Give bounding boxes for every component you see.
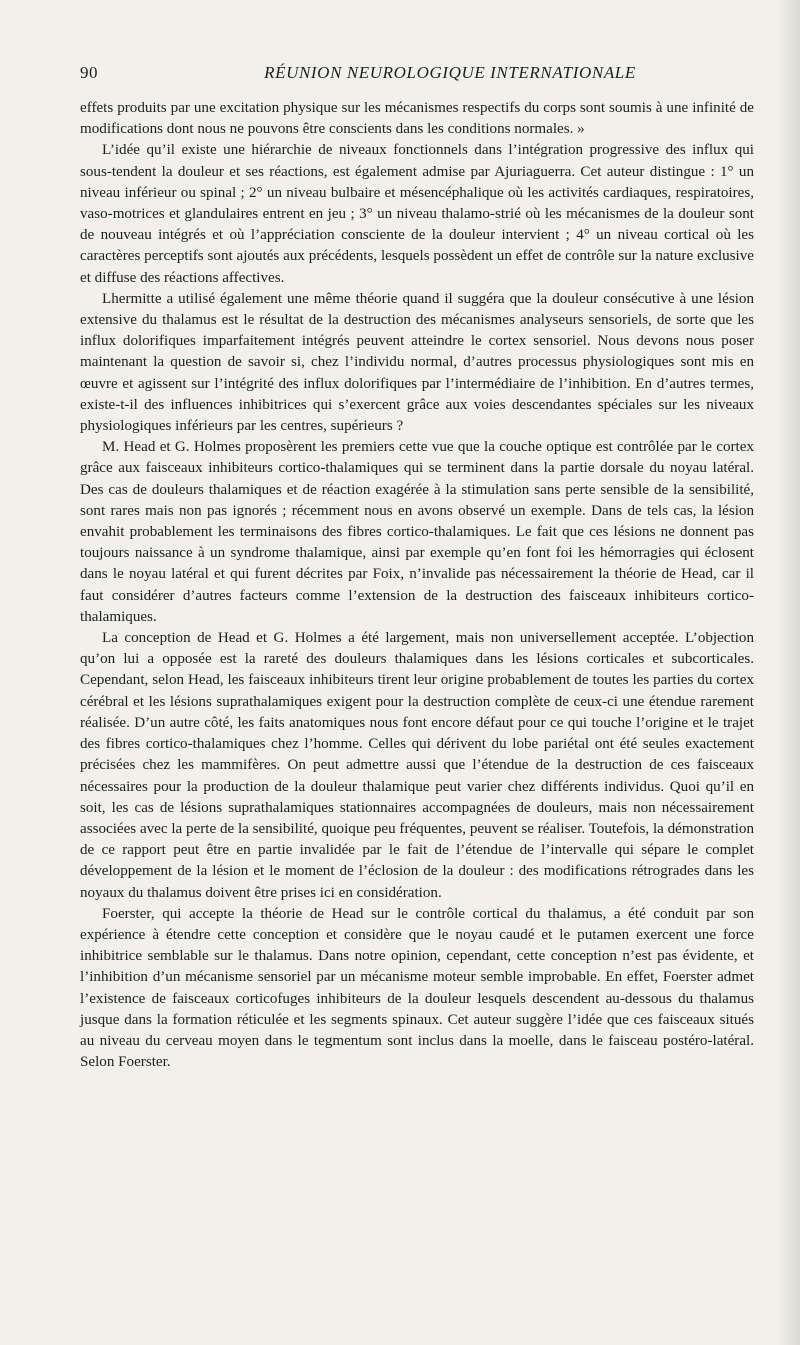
- page-edge-shadow: [778, 0, 800, 1345]
- running-title: RÉUNION NEUROLOGIQUE INTERNATIONALE: [264, 63, 636, 82]
- paragraph-head-holmes: M. Head et G. Holmes proposèrent les premiers cette vue que la couche optique est contrôlée par le cortex grâce aux faisceaux inhibiteurs cortico-thalamiques qui se terminent dans la partie dorsale du noyau latéral. Des cas de douleurs thalamiques et de réaction exagérée à la stimulation sans perte sensible de la sensibilité, sont rares mais non pas ignorés ; récemment nous en avons observé un exemple. Dans de tels cas, la lésion envahit probablement les terminaisons des fibres cortico-thalamiques. Le fait que ces lésions ne donnent pas toujours naissance à un syndrome thalamique, ainsi par exemple qu’en font foi les hémorragies qui éclosent dans le noyau latéral et qui furent décrites par Foix, n’invalide pas nécessairement la théorie de Head, car il faut considérer d’autres facteurs comme l’extension de la destruction des faisceaux inhibiteurs cortico-thalamiques.: [80, 439, 754, 625]
- page-number: 90: [80, 63, 98, 82]
- paragraph-conception: La conception de Head et G. Holmes a été largement, mais non universellement acceptée. L’objection qu’on lui a opposée est la rareté des douleurs thalamiques dans les lésions corticales et subcorticales. Cependant, selon Head, les faisceaux inhibiteurs tirent leur origine probablement de toutes les parties du cortex cérébral et les lésions suprathalamiques exigent pour la destruction complète de ceux-ci une étendue rarement réalisée. D’un autre côté, les faits anatomiques nous font encore défaut pour ce qui touche l’origine et le trajet des fibres cortico-thalamiques chez l’homme. Celles qui dérivent du lobe pariétal ont été seules exactement précisées chez les mammifères. On peut admettre aussi que l’étendue de la destruction de ces faisceaux nécessaires pour la production de la douleur thalamique peut varier chez différents individus. Quoi qu’il en soit, les cas de lésions suprathalamiques stationnaires accompagnées de douleurs, mais non nécessairement associées avec la perte de la sensibilité, quoique peu fréquentes, peuvent se réaliser. Toutefois, la démonstration de ce rapport peut être en partie invalidée par le fait de l’étendue de l’intervalle qui sépare le complet développement de la lésion et le moment de l’éclosion de la douleur : des modifications rétrogrades dans les noyaux du thalamus doivent être prises ici en considération.: [80, 630, 754, 901]
- body-text: [80, 98, 754, 1073]
- paragraph-continuation: effets produits par une excitation physique sur les mécanismes respectifs du corps sont soumis à une infinité de modifications dont nous ne pouvons être conscients dans les conditions normales. »: [80, 100, 754, 138]
- page-header: [80, 63, 760, 89]
- paragraph-lhermitte: Lhermitte a utilisé également une même théorie quand il suggéra que la douleur consécutive à une lésion extensive du thalamus est le résultat de la destruction des mécanismes analyseurs sensoriels, de sorte que les influx dolorifiques imparfaitement intégrés peuvent atteindre le cortex sensoriel. Nous devons nous poser maintenant la question de savoir si, chez l’individu normal, d’autres processus physiologiques sont mis en œuvre et agissent sur l’intégrité des influx dolorifiques par l’intermédiaire de l’inhibition. En d’autres termes, existe-t-il des influences inhibitrices qui s’exercent grâce aux voies descendantes spéciales sur les niveaux physiologiques inférieurs par les centres, supérieurs ?: [80, 290, 754, 435]
- paragraph-foerster: Foerster, qui accepte la théorie de Head sur le contrôle cortical du thalamus, a été conduit par son expérience à étendre cette conception et considère que le noyau caudé et le putamen exercent une force inhibitrice semblable sur le thalamus. Dans notre opinion, cependant, cette conception n’est pas évidente, et l’inhibition d’un mécanisme sensoriel par un mécanisme moteur semble improbable. En effet, Foerster admet l’existence de faisceaux corticofuges inhibiteurs de la douleur lesquels descendent au-dessous du thalamus jusque dans la formation réticulée et les segments spinaux. Cet auteur suggère l’idée que ces faisceaux situés au niveau du cerveau moyen dans le tegmentum sont inclus dans la moelle, dans le faisceau postéro-latéral. Selon Foerster.: [80, 905, 754, 1071]
- paragraph-ajuriaguerra: L’idée qu’il existe une hiérarchie de niveaux fonctionnels dans l’intégration progressive des influx qui sous-tendent la douleur et ses réactions, est également admise par Ajuriaguerra. Cet auteur distingue : 1° un niveau inférieur ou spinal ; 2° un niveau bulbaire et mésencéphalique où les activités cardiaques, respiratoires, vaso-motrices et glandulaires entrent en jeu ; 3° un niveau thalamo-strié où les mécanismes de la douleur sont de nouveau intégrés et où l’appréciation consciente de la douleur intervient ; 4° un niveau cortical où les caractères perceptifs sont ajoutés aux précédents, lesquels possèdent un effet de contrôle sur la nature exclusive et diffuse des réactions affectives.: [80, 142, 754, 286]
